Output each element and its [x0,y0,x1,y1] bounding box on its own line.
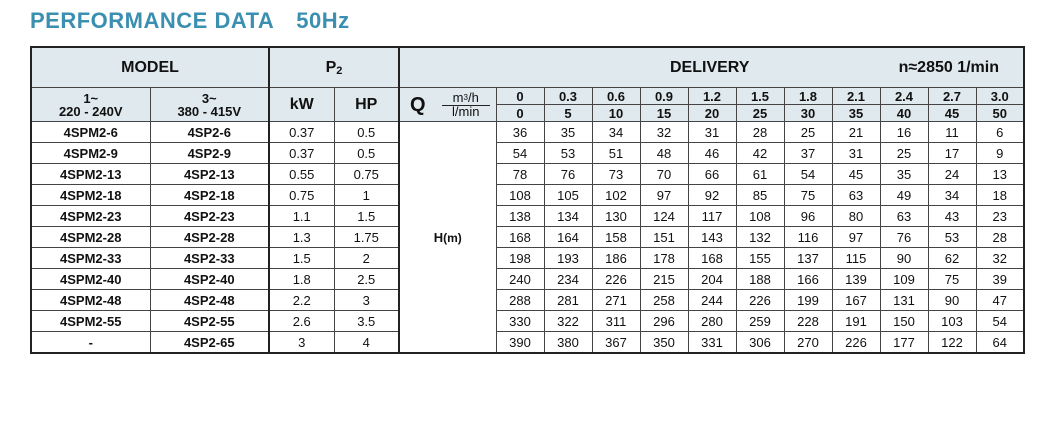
head-value-cell: 43 [928,206,976,227]
head-value-cell: 39 [976,269,1024,290]
head-value-cell: 186 [592,248,640,269]
head-value-cell: 108 [496,185,544,206]
power-hp: 1.5 [334,206,399,227]
head-value-cell: 193 [544,248,592,269]
head-value-cell: 75 [784,185,832,206]
head-value-cell: 90 [880,248,928,269]
table-row [31,311,1024,332]
flow-m3h-cell: 2.7 [928,88,976,105]
head-value-cell: 331 [688,332,736,354]
flow-m3h-cell: 0.9 [640,88,688,105]
head-value-cell: 96 [784,206,832,227]
head-value-cell: 97 [640,185,688,206]
flow-m3h-cell: 0.3 [544,88,592,105]
p2-header [269,47,399,88]
head-value-cell: 109 [880,269,928,290]
flow-m3h-cell: 1.2 [688,88,736,105]
delivery-label: DELIVERY [670,58,750,76]
head-value-cell: 168 [688,248,736,269]
head-value-cell: 108 [736,206,784,227]
head-value-cell: 116 [784,227,832,248]
head-value-cell: 191 [832,311,880,332]
power-hp: 0.5 [334,122,399,143]
power-kw: 1.1 [269,206,334,227]
table-row [31,185,1024,206]
flow-lmin-cell: 20 [688,105,736,122]
head-value-cell: 322 [544,311,592,332]
head-value-cell: 63 [832,185,880,206]
head-value-cell: 350 [640,332,688,354]
model-three-phase: 4SP2-40 [150,269,269,290]
model-three-phase: 4SP2-9 [150,143,269,164]
p2-subscript: 2 [336,64,343,77]
table-row [31,227,1024,248]
head-value-cell: 188 [736,269,784,290]
head-value-cell: 32 [640,122,688,143]
head-value-cell: 25 [880,143,928,164]
head-value-cell: 53 [928,227,976,248]
head-value-cell: 204 [688,269,736,290]
power-hp: 3 [334,290,399,311]
table-row [31,332,1024,354]
head-value-cell: 122 [928,332,976,354]
delivery-header [399,47,1024,88]
head-value-cell: 132 [736,227,784,248]
head-value-cell: 64 [976,332,1024,354]
power-hp: 3.5 [334,311,399,332]
head-value-cell: 85 [736,185,784,206]
head-value-cell: 37 [784,143,832,164]
head-value-cell: 31 [832,143,880,164]
flow-lmin-cell: 50 [976,105,1024,122]
head-value-cell: 76 [544,164,592,185]
power-hp: 0.75 [334,164,399,185]
head-value-cell: 380 [544,332,592,354]
head-value-cell: 23 [976,206,1024,227]
flow-m3h-cell: 1.5 [736,88,784,105]
head-value-cell: 134 [544,206,592,227]
model-three-phase: 4SP2-18 [150,185,269,206]
head-value-cell: 151 [640,227,688,248]
flow-m3h-cell: 2.1 [832,88,880,105]
model-single-phase: 4SPM2-40 [31,269,150,290]
head-unit: (m) [443,230,462,245]
model-header: MODEL [31,47,269,88]
model-single-phase: 4SPM2-6 [31,122,150,143]
power-hp: 1 [334,185,399,206]
head-value-cell: 48 [640,143,688,164]
head-value-cell: 31 [688,122,736,143]
head-value-cell: 11 [928,122,976,143]
power-hp: 2 [334,248,399,269]
head-value-cell: 164 [544,227,592,248]
flow-m3h-cell: 0 [496,88,544,105]
head-value-cell: 54 [976,311,1024,332]
head-value-cell: 166 [784,269,832,290]
head-value-cell: 158 [592,227,640,248]
model-single-phase: 4SPM2-18 [31,185,150,206]
head-value-cell: 228 [784,311,832,332]
q-letter: Q [410,93,426,116]
head-value-cell: 17 [928,143,976,164]
page-title [30,6,350,36]
head-value-cell: 296 [640,311,688,332]
head-value-cell: 47 [976,290,1024,311]
performance-table [30,46,1025,354]
head-value-cell: 51 [592,143,640,164]
head-value-cell: 70 [640,164,688,185]
head-value-cell: 168 [496,227,544,248]
head-value-cell: 215 [640,269,688,290]
model-single-phase: 4SPM2-13 [31,164,150,185]
model-single-phase: 4SPM2-33 [31,248,150,269]
model-three-phase: 4SP2-6 [150,122,269,143]
model-single-phase: 4SPM2-48 [31,290,150,311]
head-value-cell: 240 [496,269,544,290]
head-value-cell: 92 [688,185,736,206]
head-value-cell: 18 [976,185,1024,206]
power-hp: 4 [334,332,399,354]
head-value-cell: 13 [976,164,1024,185]
table-row [31,164,1024,185]
model-three-phase: 4SP2-13 [150,164,269,185]
head-label [399,122,496,354]
power-kw: 0.55 [269,164,334,185]
flow-lmin-cell: 25 [736,105,784,122]
hp-header: HP [334,88,399,122]
head-value-cell: 24 [928,164,976,185]
three-phase-header [150,88,269,122]
power-kw: 2.6 [269,311,334,332]
single-phase-voltage: 220 - 240V [58,103,123,119]
unit-m3h-sup: 3 [463,92,468,102]
head-value-cell: 198 [496,248,544,269]
power-hp: 0.5 [334,143,399,164]
head-value-cell: 131 [880,290,928,311]
head-value-cell: 115 [832,248,880,269]
head-value-cell: 167 [832,290,880,311]
flow-lmin-cell: 40 [880,105,928,122]
head-value-cell: 62 [928,248,976,269]
head-value-cell: 124 [640,206,688,227]
power-kw: 0.37 [269,143,334,164]
unit-m3h-base: m [452,90,464,106]
three-phase-symbol: 3~ [201,90,217,106]
flow-m3h-cell: 0.6 [592,88,640,105]
flow-m3h-cell: 2.4 [880,88,928,105]
head-value-cell: 130 [592,206,640,227]
head-value-cell: 155 [736,248,784,269]
flow-lmin-cell: 5 [544,105,592,122]
flow-m3h-cell: 3.0 [976,88,1024,105]
head-value-cell: 137 [784,248,832,269]
head-value-cell: 35 [880,164,928,185]
model-three-phase: 4SP2-33 [150,248,269,269]
flow-lmin-cell: 10 [592,105,640,122]
head-value-cell: 311 [592,311,640,332]
power-kw: 1.3 [269,227,334,248]
speed-label: n≈2850 1/min [898,58,999,76]
head-value-cell: 53 [544,143,592,164]
head-value-cell: 150 [880,311,928,332]
table-row [31,248,1024,269]
unit-lmin: l/min [452,103,480,119]
head-value-cell: 97 [832,227,880,248]
head-value-cell: 42 [736,143,784,164]
kw-header: kW [269,88,334,122]
power-kw: 0.75 [269,185,334,206]
head-value-cell: 226 [736,290,784,311]
head-value-cell: 9 [976,143,1024,164]
head-value-cell: 6 [976,122,1024,143]
title-main: PERFORMANCE DATA [30,8,275,33]
power-kw: 1.5 [269,248,334,269]
model-single-phase: 4SPM2-23 [31,206,150,227]
head-value-cell: 105 [544,185,592,206]
model-single-phase: 4SPM2-28 [31,227,150,248]
model-single-phase: - [31,332,150,354]
head-value-cell: 76 [880,227,928,248]
head-value-cell: 28 [976,227,1024,248]
head-value-cell: 63 [880,206,928,227]
head-value-cell: 280 [688,311,736,332]
head-value-cell: 306 [736,332,784,354]
single-phase-header [31,88,150,122]
three-phase-voltage: 380 - 415V [177,103,242,119]
head-value-cell: 66 [688,164,736,185]
head-value-cell: 330 [496,311,544,332]
table-row [31,269,1024,290]
title-frequency: 50Hz [296,8,350,33]
model-single-phase: 4SPM2-9 [31,143,150,164]
q-units [442,91,490,118]
head-value-cell: 45 [832,164,880,185]
unit-m3h-tail: /h [467,90,479,106]
head-value-cell: 226 [832,332,880,354]
p2-letter: P [325,58,337,76]
head-value-cell: 34 [928,185,976,206]
single-phase-symbol: 1~ [83,90,99,106]
head-value-cell: 73 [592,164,640,185]
head-value-cell: 34 [592,122,640,143]
head-value-cell: 90 [928,290,976,311]
model-three-phase: 4SP2-55 [150,311,269,332]
head-value-cell: 258 [640,290,688,311]
head-value-cell: 78 [496,164,544,185]
flow-m3h-cell: 1.8 [784,88,832,105]
power-kw: 0.37 [269,122,334,143]
head-value-cell: 36 [496,122,544,143]
power-kw: 3 [269,332,334,354]
table-row [31,290,1024,311]
head-value-cell: 80 [832,206,880,227]
head-value-cell: 390 [496,332,544,354]
head-letter: H [433,229,444,245]
model-single-phase: 4SPM2-55 [31,311,150,332]
table-row [31,143,1024,164]
head-value-cell: 103 [928,311,976,332]
head-value-cell: 46 [688,143,736,164]
model-three-phase: 4SP2-28 [150,227,269,248]
head-value-cell: 271 [592,290,640,311]
table-row [31,122,1024,143]
head-value-cell: 117 [688,206,736,227]
q-header [399,88,496,122]
flow-lmin-cell: 0 [496,105,544,122]
model-three-phase: 4SP2-65 [150,332,269,354]
power-kw: 1.8 [269,269,334,290]
head-value-cell: 178 [640,248,688,269]
head-value-cell: 75 [928,269,976,290]
head-value-cell: 234 [544,269,592,290]
head-value-cell: 21 [832,122,880,143]
head-value-cell: 16 [880,122,928,143]
head-value-cell: 244 [688,290,736,311]
flow-lmin-cell: 35 [832,105,880,122]
head-value-cell: 143 [688,227,736,248]
head-value-cell: 35 [544,122,592,143]
head-value-cell: 226 [592,269,640,290]
head-value-cell: 102 [592,185,640,206]
model-three-phase: 4SP2-48 [150,290,269,311]
model-three-phase: 4SP2-23 [150,206,269,227]
head-value-cell: 28 [736,122,784,143]
head-value-cell: 49 [880,185,928,206]
flow-lmin-cell: 30 [784,105,832,122]
power-hp: 2.5 [334,269,399,290]
head-value-cell: 259 [736,311,784,332]
head-value-cell: 177 [880,332,928,354]
head-value-cell: 61 [736,164,784,185]
head-value-cell: 270 [784,332,832,354]
head-value-cell: 138 [496,206,544,227]
flow-lmin-cell: 45 [928,105,976,122]
head-value-cell: 281 [544,290,592,311]
head-value-cell: 367 [592,332,640,354]
head-value-cell: 288 [496,290,544,311]
power-kw: 2.2 [269,290,334,311]
head-value-cell: 25 [784,122,832,143]
head-value-cell: 54 [496,143,544,164]
head-value-cell: 199 [784,290,832,311]
table-row [31,206,1024,227]
head-value-cell: 32 [976,248,1024,269]
head-value-cell: 139 [832,269,880,290]
head-value-cell: 54 [784,164,832,185]
power-hp: 1.75 [334,227,399,248]
flow-lmin-cell: 15 [640,105,688,122]
